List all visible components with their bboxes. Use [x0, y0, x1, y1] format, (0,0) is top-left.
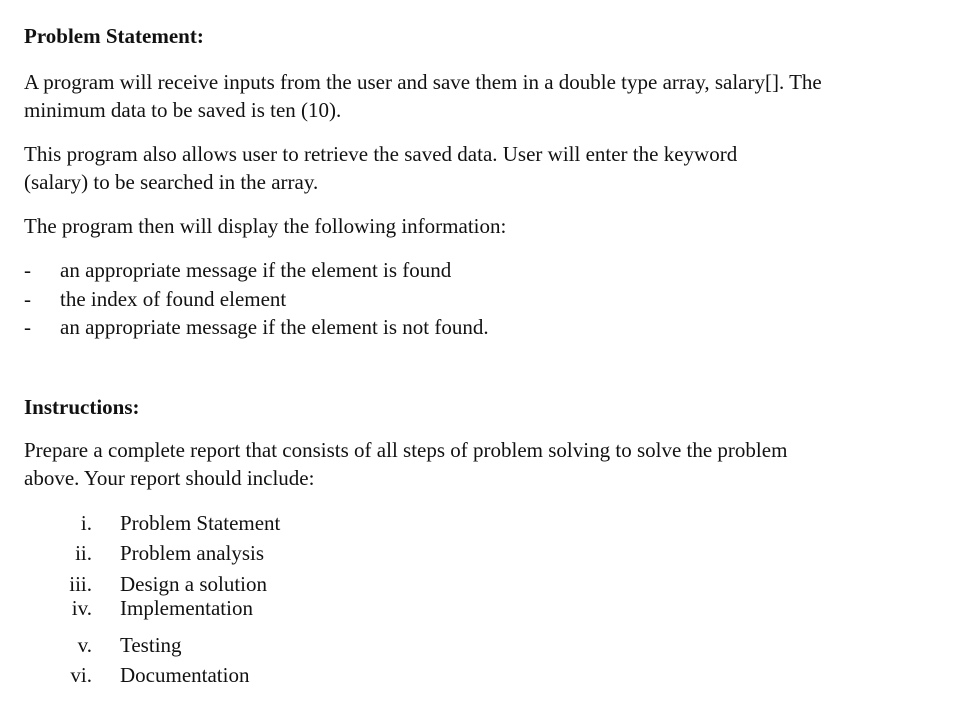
bullet-text: an appropriate message if the element is found: [60, 258, 452, 282]
problem-statement-heading: Problem Statement:: [24, 24, 204, 48]
bullet-text: an appropriate message if the element is not found.: [60, 315, 489, 339]
item-number: i.: [80, 511, 92, 535]
paragraph-line: minimum data to be saved is ten (10).: [24, 98, 342, 122]
instructions-heading: Instructions:: [24, 395, 140, 419]
item-text: Implementation: [120, 596, 253, 620]
item-number: v.: [77, 633, 92, 657]
instructions-paragraph: [24, 436, 924, 492]
item-number: vi.: [70, 663, 92, 687]
bullet-dash: -: [24, 315, 31, 339]
paragraph-line: Prepare a complete report that consists of all steps of problem solving to solve the problem: [24, 438, 788, 462]
bullet-dash: -: [24, 287, 31, 311]
paragraph-line: This program also allows user to retrieve the saved data. User will enter the keyword: [24, 142, 738, 166]
paragraph-line: (salary) to be searched in the array.: [24, 170, 319, 194]
bullet-dash: -: [24, 258, 31, 282]
item-text: Problem Statement: [120, 511, 281, 535]
item-text: Design a solution: [120, 572, 267, 596]
problem-statement-paragraph-1: [24, 68, 924, 124]
paragraph-line: above. Your report should include:: [24, 466, 315, 490]
problem-statement-paragraph-2: [24, 140, 924, 196]
item-text: Problem analysis: [120, 541, 265, 565]
item-number: ii.: [75, 541, 92, 565]
item-text: Testing: [120, 633, 182, 657]
bullet-text: the index of found element: [60, 287, 287, 311]
problem-statement-paragraph-3: The program then will display the following information:: [24, 214, 507, 238]
item-number: iv.: [71, 596, 92, 620]
paragraph-line: A program will receive inputs from the user and save them in a double type array, salary[]. The: [24, 70, 822, 94]
item-text: Documentation: [120, 663, 250, 687]
item-number: iii.: [69, 572, 92, 596]
